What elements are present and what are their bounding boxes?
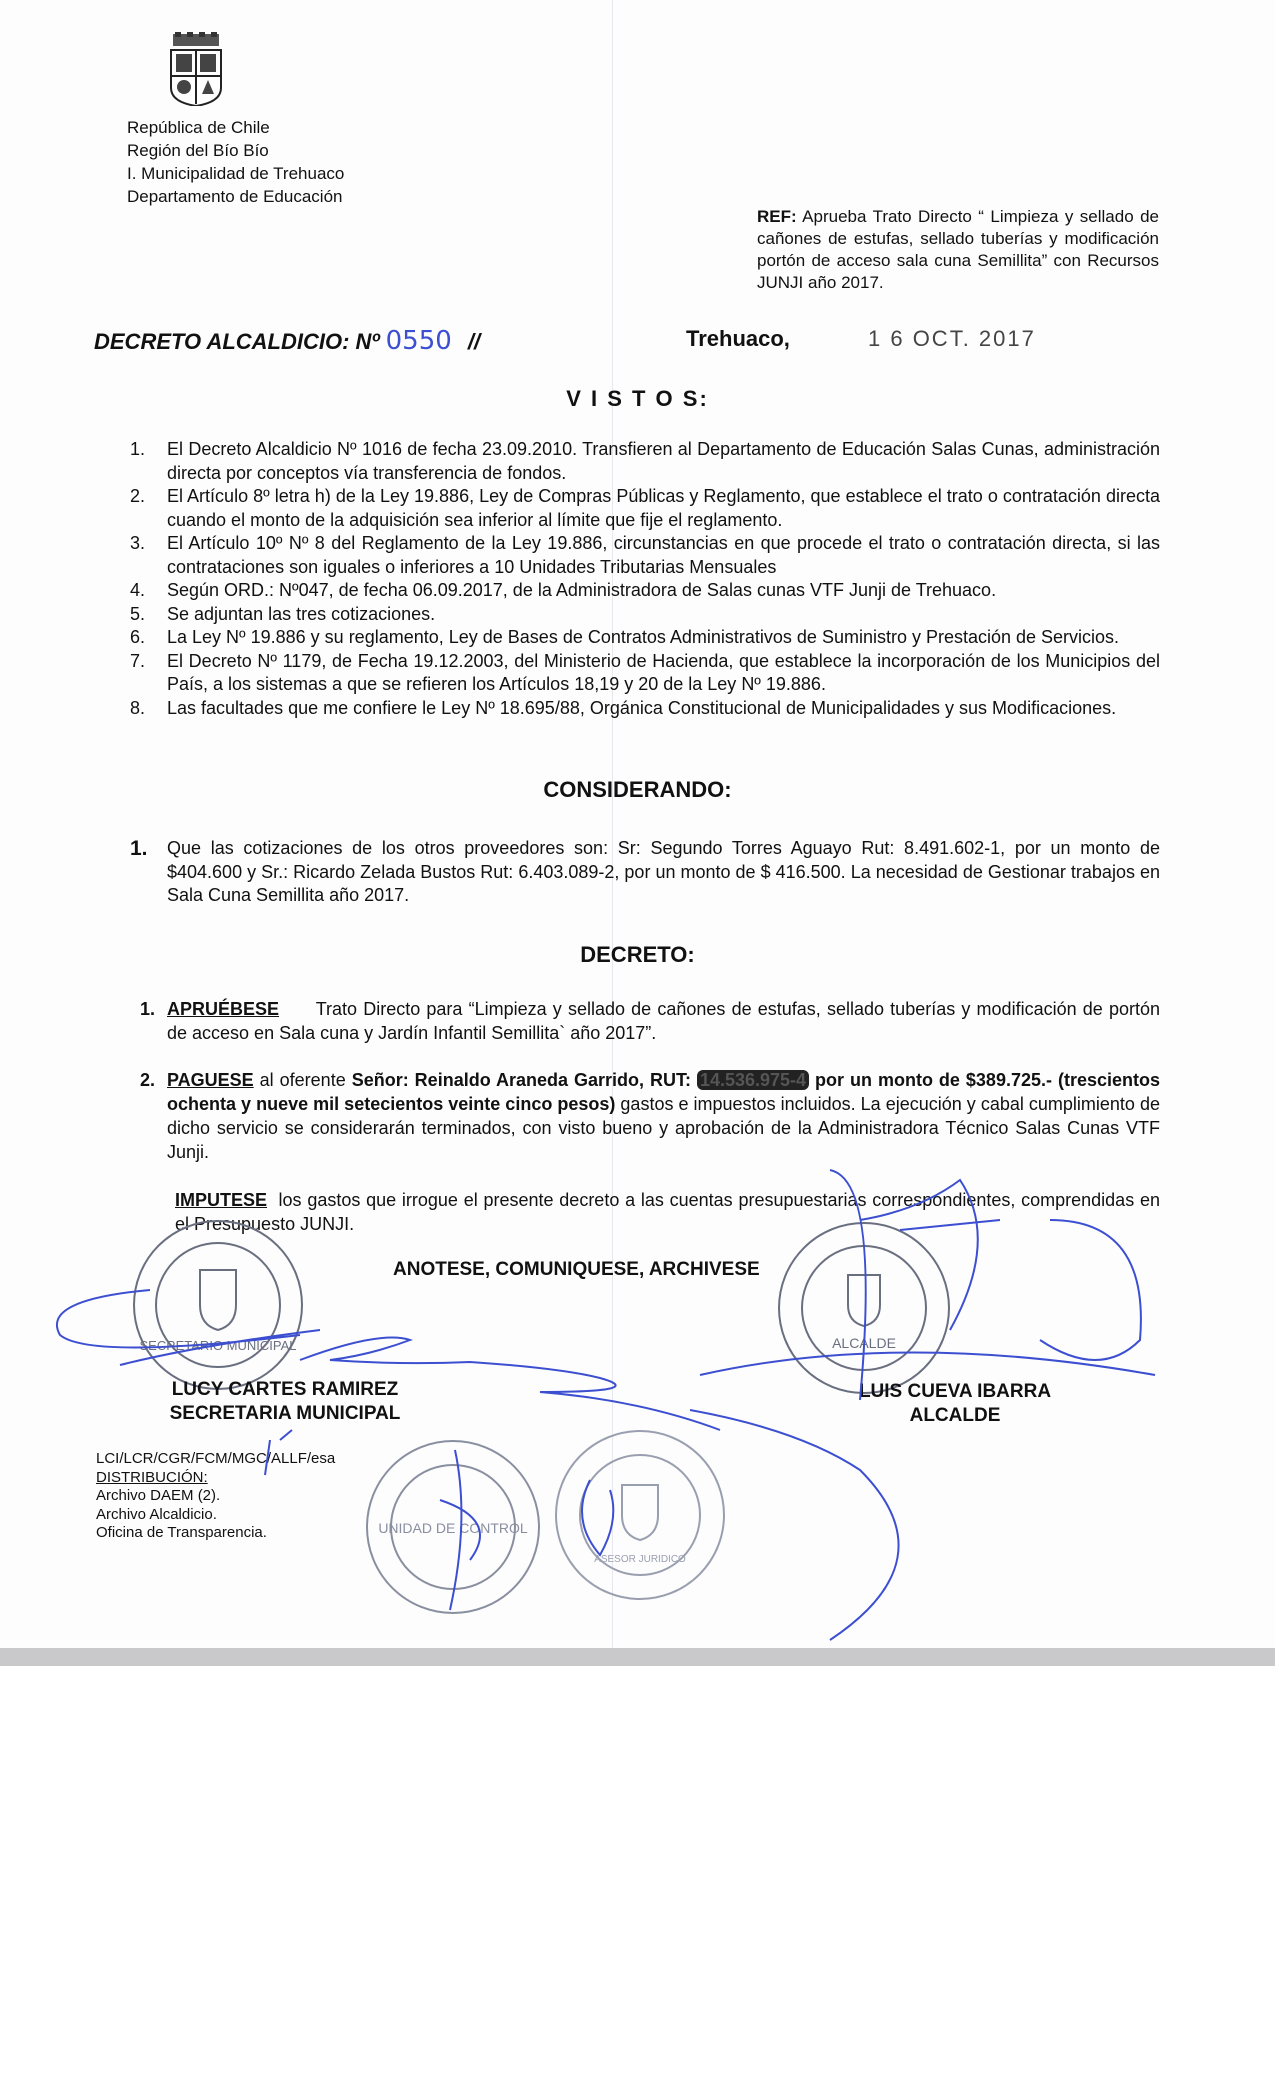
item-text: El Artículo 10º Nº 8 del Reglamento de la Ley 19.886, circunstancias en que procede el trato o contratación directa, si las contrataciones son iguales o inferiores a 10 Unidades Tributarias Mensuales xyxy=(167,533,1160,577)
item-number: 2. xyxy=(140,1070,156,1090)
considerando-list xyxy=(130,837,1160,908)
item-number: 1. xyxy=(130,837,148,860)
item-text: El Decreto Nº 1179, de Fecha 19.12.2003, del Ministerio de Hacienda, que establece la incorporación de los Municipios del País, a los sistemas a que se refieren los Artículos 18,19 y 20 de la Ley Nº 19.886. xyxy=(167,650,1160,694)
list-item xyxy=(130,485,1160,532)
item-text: Las facultades que me confiere le Ley Nº 18.695/88, Orgánica Constitucional de Municipalidades y sus Modificaciones. xyxy=(167,697,1117,718)
signer-name: LUIS CUEVA IBARRA xyxy=(858,1381,1052,1402)
decree-place: Trehuaco, xyxy=(686,326,790,351)
item-text: Trato Directo para “Limpieza y sellado de cañones de estufas, sellado tuberías y modificación de portón de acceso en Sala cuna y Jardín Infantil Semillita` año 2017”. xyxy=(167,999,1160,1043)
decree-number xyxy=(94,326,480,356)
item-text: El Artículo 8º letra h) de la Ley 19.886, Ley de Compras Públicas y Reglamento, que establece el trato o contratación directa cuando el monto de la adquisición sea inferior al límite que fije el reglamento. xyxy=(167,486,1160,530)
item-number: 7. xyxy=(130,650,146,671)
item-text: La Ley Nº 19.886 y su reglamento, Ley de Bases de Contratos Administrativos de Suministro y Prestación de Servicios. xyxy=(167,627,1120,647)
decree-number-handwritten: 0550 xyxy=(385,326,452,356)
signature-block-mayor xyxy=(820,1380,1090,1428)
list-item xyxy=(130,603,1160,627)
coat-of-arms-logo xyxy=(165,32,227,106)
header-line: I. Municipalidad de Trehuaco xyxy=(127,164,345,183)
item-number: 4. xyxy=(130,580,146,600)
item-text: gastos e impuestos incluidos. La ejecución y cabal cumplimiento de dicho servicio se considerarán terminados, con visto bueno y aprobación de la Administradora Técnico Salas Cunas VTF Junji. xyxy=(167,1094,1160,1162)
distribution-item: Archivo Alcaldicio. xyxy=(96,1505,217,1523)
header-line: Región del Bío Bío xyxy=(127,141,269,160)
stamp-text: ALCALDE xyxy=(832,1335,896,1351)
vistos-heading: V I S T O S: xyxy=(566,386,709,411)
item-text: Se adjuntan las tres cotizaciones. xyxy=(167,603,436,624)
item-text: Según ORD.: Nº047, de fecha 06.09.2017, de la Administradora de Salas cunas VTF Junji de Trehuaco. xyxy=(167,580,997,600)
signer-title: SECRETARIA MUNICIPAL xyxy=(169,1403,401,1424)
list-item xyxy=(130,579,1160,603)
header-line: República de Chile xyxy=(127,118,270,137)
stamp-text: SECRETARIO MUNICIPAL xyxy=(139,1338,297,1353)
scan-edge-band xyxy=(0,1648,1275,1666)
distribution-title: DISTRIBUCIÓN: xyxy=(96,1468,208,1486)
distribution-block xyxy=(96,1450,335,1543)
list-item xyxy=(130,650,1160,697)
list-item xyxy=(130,626,1160,650)
distribution-item: Archivo DAEM (2). xyxy=(96,1487,221,1504)
closing-formula: ANOTESE, COMUNIQUESE, ARCHIVESE xyxy=(393,1259,760,1280)
distribution-item: Oficina de Transparencia. xyxy=(96,1524,267,1541)
item-text: El Decreto Alcaldicio Nº 1016 de fecha 23.09.2010. Transfieren al Departamento de Educación Salas Cunas, administración directa por conceptos vía transferencia de fondos. xyxy=(167,439,1160,483)
list-item xyxy=(130,837,1160,908)
stamp-text: UNIDAD DE CONTROL xyxy=(378,1520,528,1536)
list-item xyxy=(130,438,1160,485)
item-number: 1. xyxy=(130,439,146,459)
header-line: Departamento de Educación xyxy=(127,187,343,206)
ref-label: REF: xyxy=(757,207,797,226)
item-number: 3. xyxy=(130,533,146,553)
decreto-item-2 xyxy=(140,1068,1160,1164)
imputese-text: los gastos que irrogue el presente decreto a las cuentas presupuestarias correspondientes, comprendidas en el Presupuesto JUNJI. xyxy=(175,1190,1160,1234)
item-number: 6. xyxy=(130,627,146,647)
item-keyword: APRUÉBESE xyxy=(167,999,280,1019)
item-number: 8. xyxy=(130,697,146,718)
decreto-heading: DECRETO: xyxy=(580,942,695,967)
initials: LCI/LCR/CGR/FCM/MGC/ALLF/esa xyxy=(96,1450,336,1467)
stamp-text: ASESOR JURIDICO xyxy=(594,1554,686,1565)
reference-block xyxy=(757,206,1159,294)
redacted-rut: 14.536.975-4 xyxy=(697,1070,809,1090)
signer-title: ALCALDE xyxy=(909,1405,1001,1426)
signer-name: LUCY CARTES RAMIREZ xyxy=(171,1379,399,1400)
list-item xyxy=(130,697,1160,721)
amount: por un monto de $389.725.- (trescientos ochenta y nueve mil setecientos veinte cinco pesos) xyxy=(167,1070,1160,1114)
list-item xyxy=(130,532,1160,579)
payee: Señor: Reinaldo Araneda Garrido, RUT: xyxy=(351,1070,691,1090)
institution-header xyxy=(127,116,344,208)
vistos-list xyxy=(130,438,1160,720)
ref-text: Aprueba Trato Directo “ Limpieza y sellado de cañones de estufas, sellado tuberías y modificación portón de acceso sala cuna Semillita” con Recursos JUNJI año 2017. xyxy=(757,207,1159,292)
item-keyword: PAGUESE xyxy=(167,1070,254,1090)
considerando-heading: CONSIDERANDO: xyxy=(543,777,732,802)
item-number: 5. xyxy=(130,603,146,624)
fold-line xyxy=(612,0,613,1648)
item-text: al oferente xyxy=(259,1070,346,1090)
item-number: 2. xyxy=(130,486,146,506)
signature-block-secretary xyxy=(140,1378,430,1426)
decree-suffix: // xyxy=(467,329,481,354)
decree-date-stamp: 1 6 OCT. 2017 xyxy=(868,326,1036,351)
decree-label: DECRETO ALCALDICIO: Nº xyxy=(94,329,380,354)
item-text: Que las cotizaciones de los otros proveedores son: Sr: Segundo Torres Aguayo Rut: 8.491.602-1, por un monto de $404.600 y Sr.: Ricardo Zelada Bustos Rut: 6.403.089-2, por un monto de $ 416.500. La necesidad de Gestionar trabajos en Sala Cuna Semillita año 2017. xyxy=(167,838,1160,905)
item-number: 1. xyxy=(140,999,156,1019)
imputese-keyword: IMPUTESE xyxy=(175,1190,268,1210)
decreto-item-1 xyxy=(140,997,1160,1045)
imputese-paragraph xyxy=(175,1188,1160,1236)
